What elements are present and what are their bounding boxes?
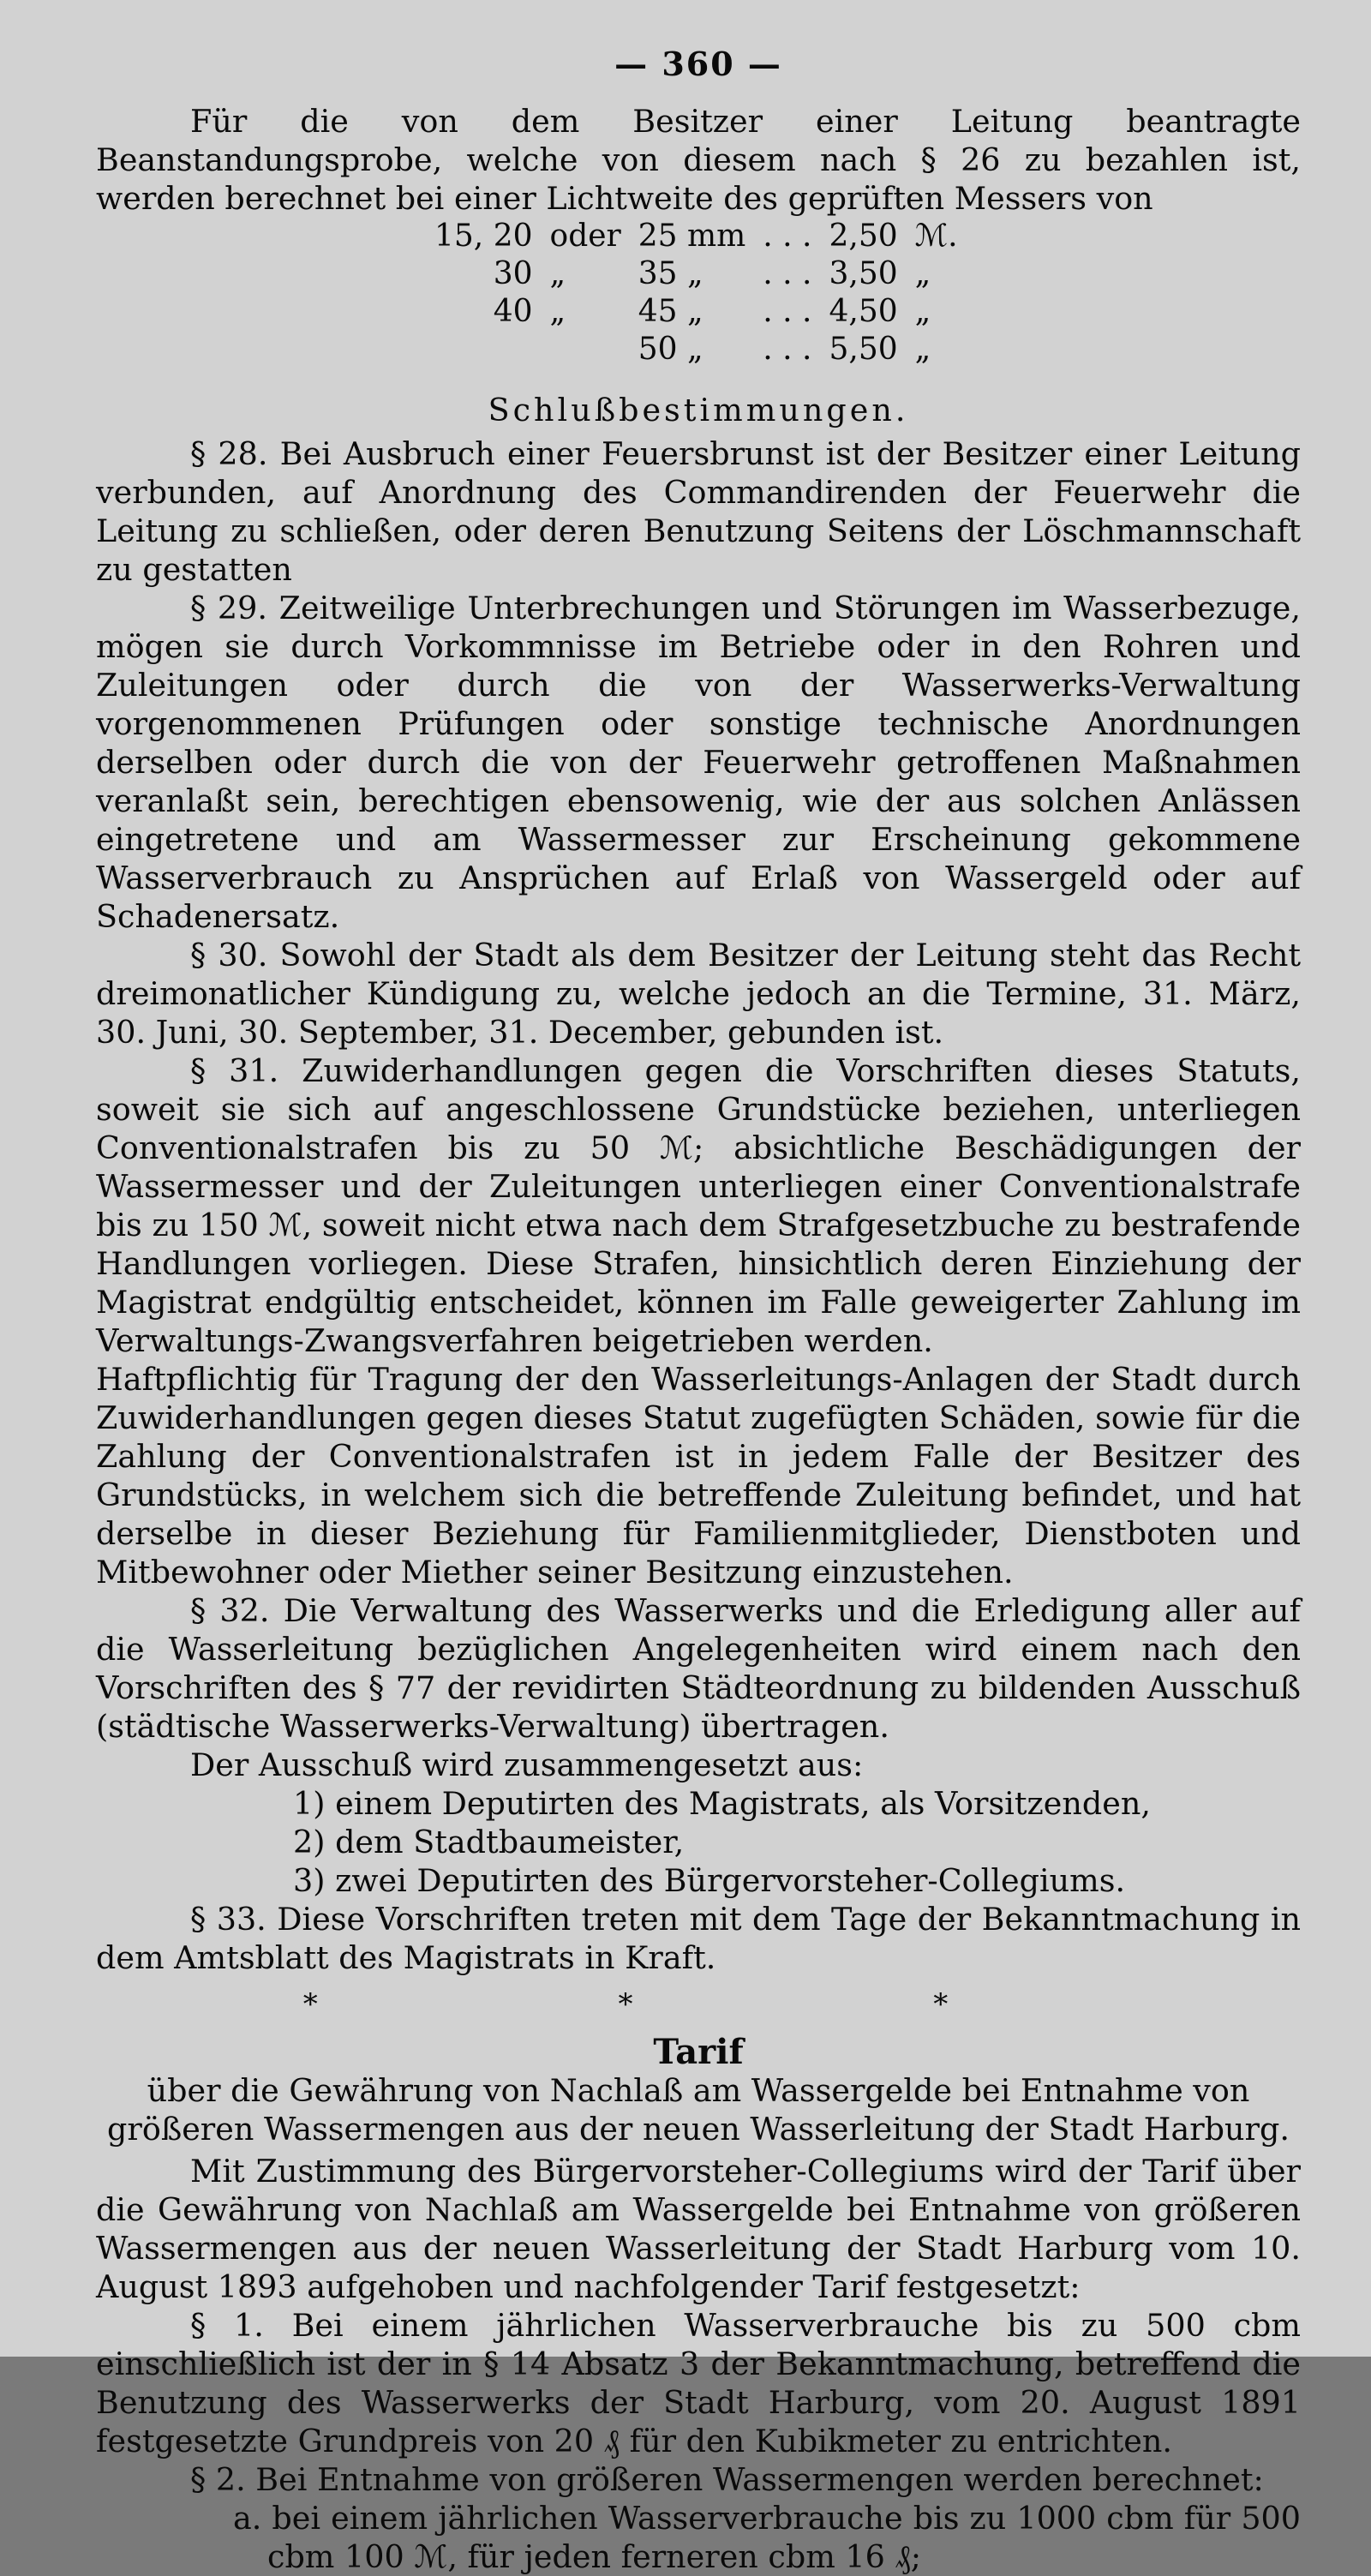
- committee-members-list: [293, 1784, 1301, 1900]
- fee-cell-b: 50 „: [638, 332, 703, 367]
- section-30: § 30. Sowohl der Stadt als dem Besitzer der Leitung steht das Recht dreimonatlicher Kündigung zu, welche jedoch an die Termine, 31. März, 30. Juni, 30. September, 31. December, gebunden ist.: [96, 937, 1301, 1051]
- fee-row: [426, 255, 967, 293]
- page-number: — 360 —: [614, 45, 782, 83]
- fee-cell-sep: [542, 331, 630, 368]
- section-33: § 33. Diese Vorschriften treten mit dem Tage der Bekanntmachung in dem Amtsblatt des Magistrats in Kraft.: [96, 1901, 1301, 1976]
- tarif-subtitle: über die Gewährung von Nachlaß am Wassergelde bei Entnahme von größeren Wassermengen aus der neuen Wasserleitung der Stadt Harburg.: [107, 2072, 1290, 2148]
- fee-cell-dots: . . .: [763, 332, 812, 367]
- fee-cell-unit: „: [914, 332, 931, 367]
- fee-cell-price: 5,50: [829, 332, 898, 367]
- fee-cell-unit: ℳ.: [914, 219, 958, 254]
- fee-cell-unit: „: [914, 256, 931, 291]
- fee-cell-sep: „: [549, 294, 566, 329]
- fee-cell-a: [426, 331, 542, 368]
- fee-cell-sep: „: [549, 256, 566, 291]
- section-32: § 32. Die Verwaltung des Wasserwerks und die Erledigung aller auf die Wasserleitung bezüglichen Angelegenheiten wird einem nach den Vorschriften des § 77 der revidirten Städteordnung zu bildenden Ausschuß (städtische Wasserwerks-Verwaltung) übertragen.: [96, 1592, 1301, 1745]
- fee-cell-a: 30: [493, 256, 533, 291]
- fee-row: [426, 218, 967, 255]
- fee-cell-a: 40: [493, 294, 533, 329]
- tarif-section-2: § 2. Bei Entnahme von größeren Wassermengen werden berechnet:: [190, 2461, 1264, 2498]
- fee-cell-sep: oder: [549, 219, 621, 254]
- fee-cell-b: 25 mm: [638, 219, 746, 254]
- fee-cell-unit: „: [914, 294, 931, 329]
- section-29: § 29. Zeitweilige Unterbrechungen und Störungen im Wasserbezuge, mögen sie durch Vorkommnisse im Betriebe oder in den Rohren und Zuleitungen oder durch die von der Wasserwerks-Verwaltung vorgenommenen Prüfungen oder sonstige technische Anordnungen derselben oder durch die von der Feuerwehr getroffenen Maßnahmen veranlaßt sein, berechtigen ebensowenig, wie der aus solchen Anlässen eingetretene und am Wassermesser zur Erscheinung gekommene Wasserverbrauch zu Ansprüchen auf Erlaß von Wassergeld oder auf Schadenersatz.: [96, 590, 1301, 935]
- fee-cell-b: 35 „: [638, 256, 703, 291]
- tarif-section-2a: a. bei einem jährlichen Wasserverbrauche bis zu 1000 cbm für 500 cbm 100 ℳ, für jeden ferneren cbm 16 ₰;: [233, 2500, 1301, 2575]
- fee-cell-b: 45 „: [638, 294, 703, 329]
- fee-row: [426, 293, 967, 331]
- tarif-intro: Mit Zustimmung des Bürgervorsteher-Collegiums wird der Tarif über die Gewährung von Nachlaß am Wassergelde bei Entnahme von größeren Wassermengen aus der neuen Wasserleitung der Stadt Harburg vom 10. August 1893 aufgehoben und nachfolgender Tarif festgesetzt:: [96, 2153, 1301, 2305]
- fee-cell-dots: . . .: [763, 219, 812, 254]
- fee-cell-price: 2,50: [829, 219, 898, 254]
- section-31-liability: Haftpflichtig für Tragung der den Wasserleitungs-Anlagen der Stadt durch Zuwiderhandlungen gegen dieses Statut zugefügten Schäden, sowie für die Zahlung der Conventionalstrafen ist in jedem Falle der Besitzer des Grundstücks, in welchem sich die betreffende Zuleitung befindet, und hat derselbe in dieser Beziehung für Familienmitglieder, Dienstboten und Mitbewohner oder Miether seiner Besitzung einzustehen.: [96, 1361, 1301, 1591]
- section-32-committee: Der Ausschuß wird zusammengesetzt aus:: [190, 1746, 864, 1783]
- fee-cell-dots: . . .: [763, 294, 812, 329]
- list-item: 3) zwei Deputirten des Bürgervorsteher-Collegiums.: [293, 1862, 1126, 1899]
- heading-schlussbestimmungen: Schlußbestimmungen.: [488, 392, 909, 428]
- tarif-section-1: § 1. Bei einem jährlichen Wasserverbrauche bis zu 500 cbm einschließlich ist der in § 14 Absatz 3 der Bekanntmachung, betreffend die Benutzung des Wasserwerks der Stadt Harburg, vom 20. August 1891 festgesetzte Grundpreis von 20 ₰ für den Kubikmeter zu entrichten.: [96, 2307, 1301, 2459]
- fee-cell-a: 15, 20: [434, 219, 533, 254]
- section-28: § 28. Bei Ausbruch einer Feuersbrunst ist der Besitzer einer Leitung verbunden, auf Anordnung des Commandirenden der Feuerwehr die Leitung zu schließen, oder deren Benutzung Seitens der Löschmannschaft zu gestatten: [96, 435, 1301, 588]
- fee-table: [426, 218, 967, 368]
- tarif-title: Tarif: [653, 2032, 744, 2072]
- fee-cell-price: 4,50: [829, 294, 898, 329]
- list-item: 1) einem Deputirten des Magistrats, als Vorsitzenden,: [293, 1785, 1151, 1822]
- section-31: § 31. Zuwiderhandlungen gegen die Vorschriften dieses Statuts, soweit sie sich auf angeschlossene Grundstücke beziehen, unterliegen Conventionalstrafen bis zu 50 ℳ; absichtliche Beschädigungen der Wassermesser und der Zuleitungen unterliegen einer Conventionalstrafe bis zu 150 ℳ, soweit nicht etwa nach dem Strafgesetzbuche zu bestrafende Handlungen vorliegen. Diese Strafen, hinsichtlich deren Einziehung der Magistrat endgültig entscheidet, können im Falle geweigerter Zahlung im Verwaltungs-Zwangsverfahren beigetrieben werden.: [96, 1052, 1301, 1359]
- section-divider-stars: * * *: [302, 1987, 1094, 2022]
- fee-cell-dots: . . .: [763, 256, 812, 291]
- list-item: 2) dem Stadtbaumeister,: [293, 1824, 685, 1860]
- fee-row: [426, 331, 967, 368]
- intro-paragraph: Für die von dem Besitzer einer Leitung beantragte Beanstandungsprobe, welche von diesem nach § 26 zu bezahlen ist, werden berechnet bei einer Lichtweite des geprüften Messers von: [96, 103, 1301, 217]
- fee-cell-price: 3,50: [829, 256, 898, 291]
